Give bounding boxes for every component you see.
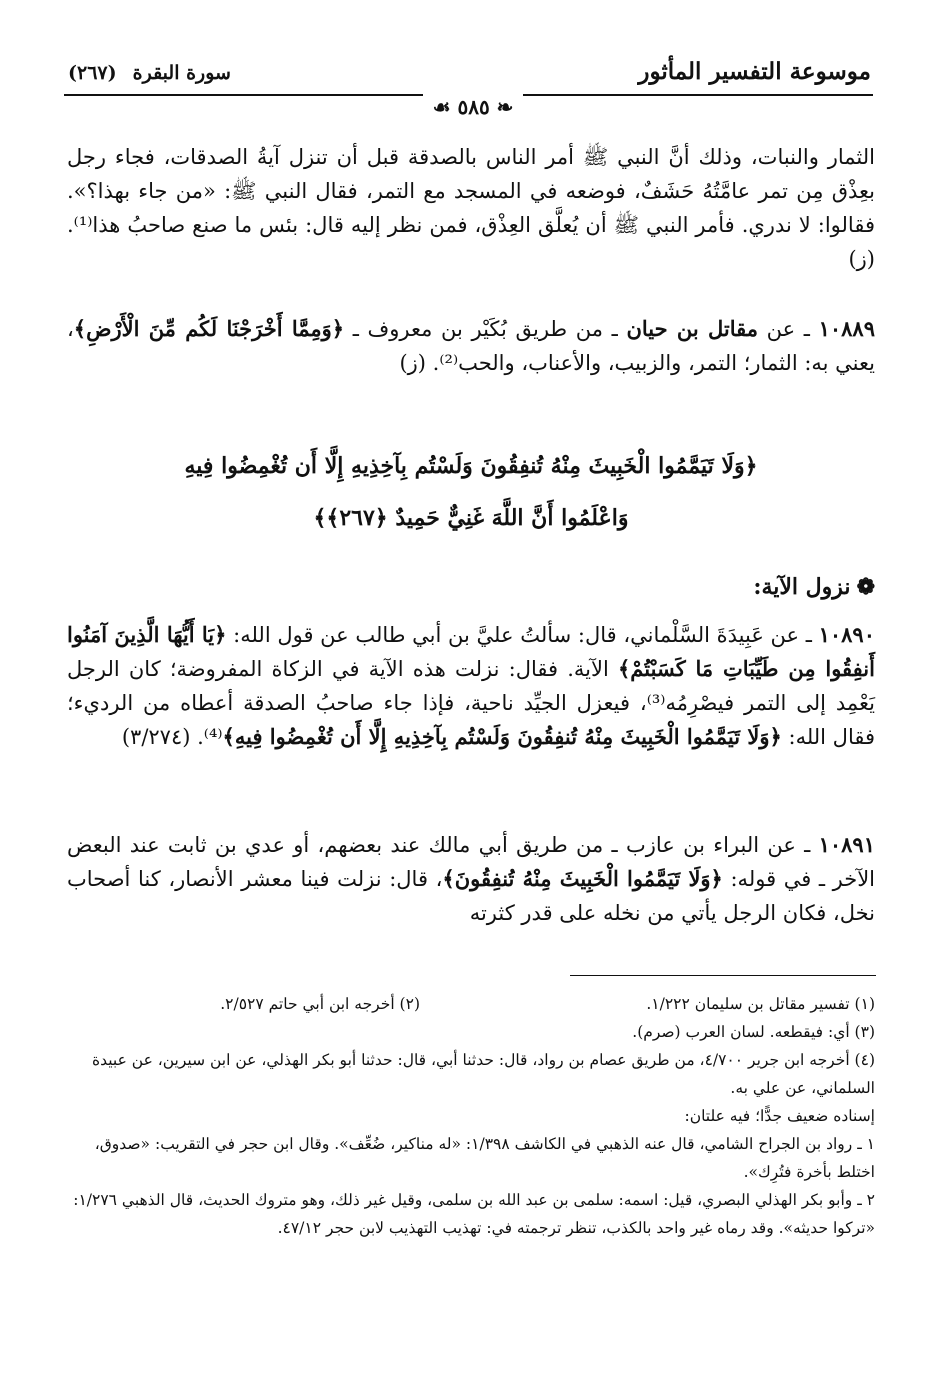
footnote-2: (٢) أخرجه ابن أبي حاتم ٢/٥٢٧. <box>220 995 420 1013</box>
quran-quote: ﴿وَلَا تَيَمَّمُوا الْخَبِيثَ مِنْهُ تُنفِقُونَ وَلَسْتُم بِآخِذِيهِ إِلَّا أَن تُغْمِضُوا فِيهِ﴾ <box>222 724 782 749</box>
paragraph-text: الثمار والنبات، وذلك أنَّ النبي ﷺ أمر الناس بالصدقة قبل أن تنزل آيةُ الصدقات، فجاء رجل بعِذْق مِن تمر عامَّتُهُ حَشَفٌ، فوضعه في المسجد مع التمر، فقال النبي ﷺ: «من جاء بهذا؟». فقالوا: لا ندري. فأمر النبي ﷺ أن يُعلَّق العِذْق، فمن نظر إليه قال: بئس ما صنع صاحبُ هذا⁽¹⁾. (ز) <box>67 145 875 271</box>
ayah-number: (٢٦٧) <box>68 62 117 84</box>
footnote-4: (٤) أخرجه ابن جرير ٤/٧٠٠، من طريق عصام بن رواد، قال: حدثنا أبي، قال: حدثنا أبو بكر الهذلي، عن ابن سيرين، عن عبيدة السلماني، عن علي به. <box>91 1051 875 1097</box>
narrator-name: مقاتل بن حيان <box>626 316 758 341</box>
entry-text: ، يعني به: الثمار؛ التمر، والزبيب، والأعناب، والحب⁽²⁾. (ز) <box>67 317 875 375</box>
quran-quote: ﴿يَا أَيُّهَا الَّذِينَ آمَنُوا أَنفِقُوا مِن طَيِّبَاتِ مَا كَسَبْتُمْ﴾ <box>67 622 875 681</box>
entry-text: ـ عن البراء بن عازب ـ من طريق أبي مالك عند بعضهم، أو عدي بن ثابت عند البعض الآخر ـ في قوله: <box>67 833 876 891</box>
entry-number: ١٠٨٩٠ <box>818 622 875 647</box>
footnote-1: (١) تفسير مقاتل بن سليمان ١/٢٢٢. <box>646 995 875 1013</box>
surah-name: سورة البقرة <box>132 62 231 84</box>
ornament-icon: ☙ <box>432 95 458 119</box>
entry-text: ـ عن عَبِيدَةَ السَّلْماني، قال: سألتُ عليَّ بن أبي طالب عن قول الله: <box>226 623 819 647</box>
entry-text: ـ عن <box>758 317 819 341</box>
footnote-3: (٣) أي: فيقطعه. لسان العرب (صرم). <box>632 1023 875 1041</box>
entry-text: ـ من طريق بُكَيْر بن معروف ـ <box>344 317 627 341</box>
hadith-entry-10891 <box>67 828 875 930</box>
footnote-4-assessment: إسناده ضعيف جدًّا؛ فيه علتان: <box>684 1107 875 1125</box>
paragraph-continuation <box>67 140 875 276</box>
entry-number: ١٠٨٩١ <box>818 832 875 857</box>
footnotes <box>67 990 875 1242</box>
ornament-icon: ❧ <box>489 95 514 119</box>
page-number <box>423 94 523 120</box>
entry-text: الآية. فقال: نزلت هذه الآية في الزكاة المفروضة؛ كان الرجل يَعْمِد إلى التمر فيصْرِمُه⁽³⁾، فيعزل الجيِّد ناحية، فإذا جاء صاحبُ الصدقة أعطاه من الرديء؛ فقال الله: <box>67 657 875 749</box>
quran-quote: ﴿وَلَا تَيَمَّمُوا الْخَبِيثَ مِنْهُ تُنفِقُونَ﴾ <box>442 866 723 891</box>
footnote-4-point-1: ١ ـ رواد بن الجراح الشامي، قال عنه الذهبي في الكاشف ١/٣٩٨: «له مناكير، ضُعِّف». وقال ابن حجر في التقريب: «صدوق، اختلط بأخرة فتُرِك». <box>94 1135 875 1181</box>
quran-verse-block <box>161 440 781 544</box>
page-number-text: ٥٨٥ <box>457 95 490 119</box>
entry-text: ، قال: نزلت فينا معشر الأنصار، كنا أصحاب نخل، فكان الرجل يأتي من نخله على قدر كثرته <box>67 867 875 925</box>
hadith-entry-10890 <box>67 618 875 754</box>
verse-line: ﴿وَلَا تَيَمَّمُوا الْخَبِيثَ مِنْهُ تُنفِقُونَ وَلَسْتُم بِآخِذِيهِ إِلَّا أَن تُغْمِضُوا فِيهِ <box>184 453 758 479</box>
footnote-row <box>67 990 875 1018</box>
entry-number: ١٠٨٨٩ <box>818 316 875 341</box>
flower-icon: ❁ <box>856 574 875 600</box>
quran-quote: ﴿وَمِمَّا أَخْرَجْنَا لَكُم مِّنَ الْأَرْضِ﴾ <box>73 316 345 341</box>
book-title: موسوعة التفسير المأثور <box>638 58 871 85</box>
footnote-rule <box>570 975 876 976</box>
section-title: نزول الآية: <box>753 574 851 600</box>
entry-text: ⁽⁴⁾. (٣/٢٧٤) <box>121 725 223 749</box>
surah-heading <box>68 62 231 84</box>
footnote-4-point-2: ٢ ـ وأبو بكر الهذلي البصري، قيل: اسمه: سلمى بن عبد الله بن سلمى، وقيل غير ذلك، وهو متروك الحديث، قال الذهبي ١/٢٧٦: «تركوا حديثه». وقد رماه غير واحد بالكذب، تنظر ترجمته في: تهذيب التهذيب لابن حجر ٤٧/١٢. <box>73 1191 875 1237</box>
section-heading <box>753 574 875 600</box>
hadith-entry-10889 <box>67 312 875 380</box>
verse-line: وَاعْلَمُوا أَنَّ اللَّهَ غَنِيٌّ حَمِيدٌ ﴿٢٦٧﴾﴾ <box>313 505 629 531</box>
